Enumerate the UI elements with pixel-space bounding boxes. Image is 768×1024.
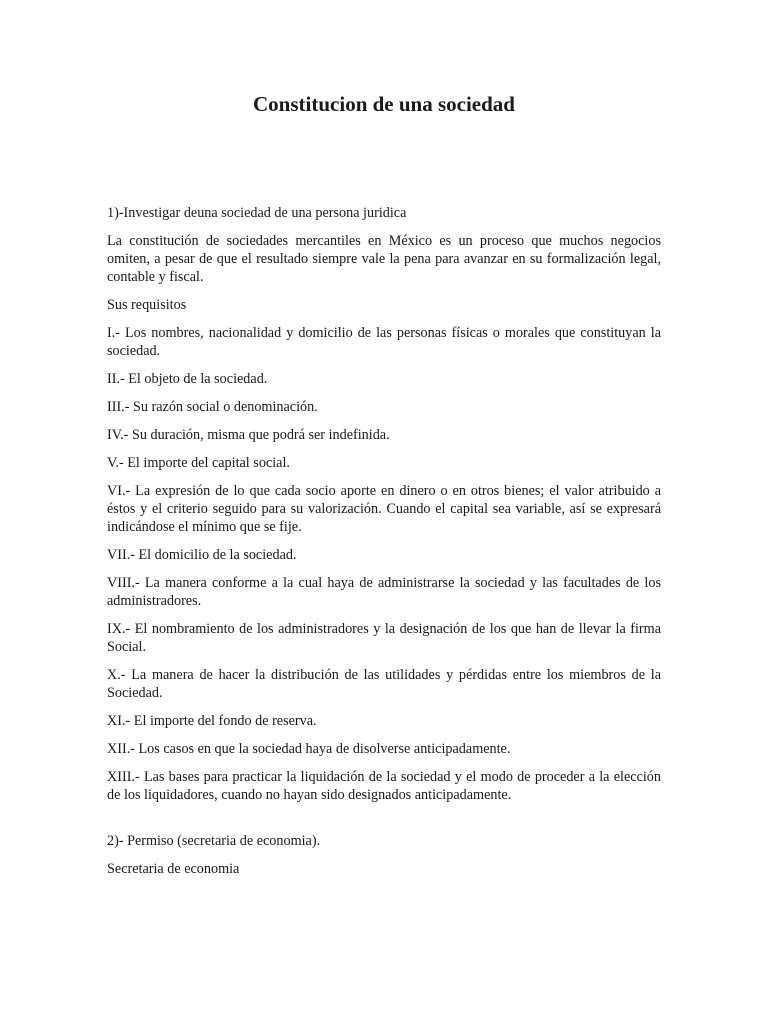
intro-paragraph: La constitución de sociedades mercantiles en México es un proceso que muchos negocios omiten, a pesar de que el resultado siempre vale la pena para avanzar en su formalización legal, contable y fiscal. — [107, 233, 661, 285]
requirement-item-13: XIII.- Las bases para practicar la liquidación de la sociedad y el modo de proceder a la elección de los liquidadores, cuando no hayan sido designados anticipadamente. — [107, 769, 661, 803]
requirement-item-1: I.- Los nombres, nacionalidad y domicilio de las personas físicas o morales que constituyan la sociedad. — [107, 325, 661, 359]
requirement-item-7: VII.- El domicilio de la sociedad. — [107, 547, 297, 563]
requirement-item-2: II.- El objeto de la sociedad. — [107, 371, 268, 387]
requirement-item-4: IV.- Su duración, misma que podrá ser indefinida. — [107, 427, 390, 443]
requirement-item-10: X.- La manera de hacer la distribución de las utilidades y pérdidas entre los miembros de la Sociedad. — [107, 667, 661, 701]
requirement-item-12: XII.- Los casos en que la sociedad haya de disolverse anticipadamente. — [107, 741, 511, 757]
requirement-item-11: XI.- El importe del fondo de reserva. — [107, 713, 317, 729]
requirements-heading: Sus requisitos — [107, 297, 187, 313]
requirement-item-3: III.- Su razón social o denominación. — [107, 399, 318, 415]
document-body — [107, 204, 661, 888]
requirement-item-8: VIII.- La manera conforme a la cual haya de administrarse la sociedad y las facultades de los administradores. — [107, 575, 661, 609]
section-heading-2: 2)- Permiso (secretaria de economia). — [107, 833, 321, 849]
subsection-label: Secretaria de economia — [107, 861, 240, 877]
requirement-item-9: IX.- El nombramiento de los administradores y la designación de los que han de llevar la firma Social. — [107, 621, 661, 655]
requirement-item-5: V.- El importe del capital social. — [107, 455, 290, 471]
requirement-item-6: VI.- La expresión de lo que cada socio aporte en dinero o en otros bienes; el valor atribuido a éstos y el criterio seguido para su valorización. Cuando el capital sea variable, así se expresará indicándose el mínimo que se fije. — [107, 483, 661, 535]
section-heading-1: 1)-Investigar deuna sociedad de una persona juridica — [107, 205, 407, 221]
document-title: Constitucion de una sociedad — [253, 92, 515, 116]
